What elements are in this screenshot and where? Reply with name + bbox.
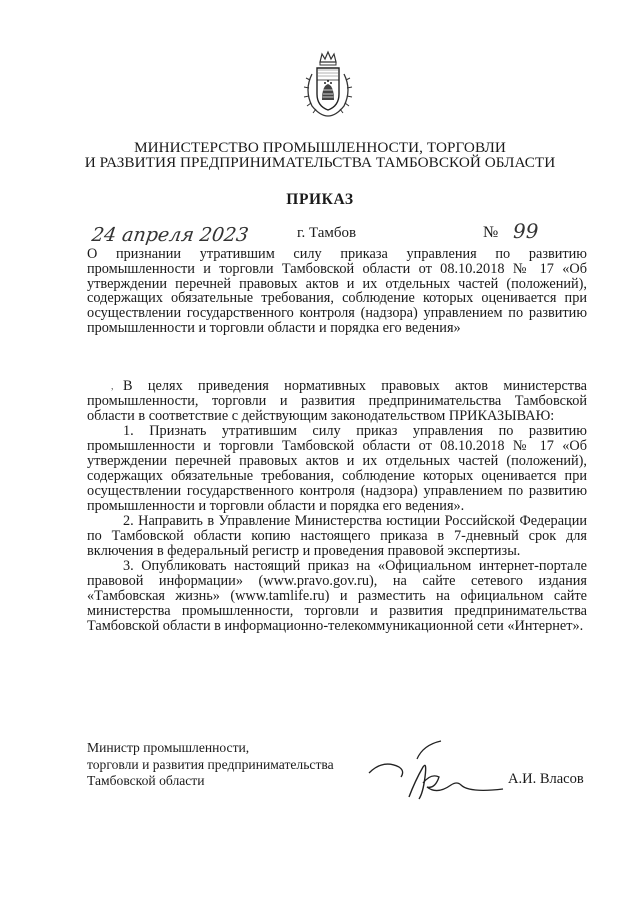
document-number-label: № <box>483 224 499 241</box>
signatory-position-line-3: Тамбовской области <box>87 773 205 788</box>
body-item-3: 3. Опубликовать настоящий приказ на «Официальном интернет-портале правовой информации» (www.pravo.gov.ru), на сайте сетевого издания «Тамбовская жизнь» (www.tamlife.ru) и разместить на официальном сайте министерства промышленности, торговли и развития предпринимательства Тамбовской области в информационно-телекоммуникационной сети «Интернет». <box>87 558 587 634</box>
handwritten-signature-icon <box>365 737 505 817</box>
handwritten-date: 24 апреля 2023 <box>90 224 250 246</box>
signatory-position-line-1: Министр промышленности, <box>87 740 250 755</box>
signatory-position-line-2: торговли и развития предпринимательства <box>87 756 334 772</box>
document-body <box>87 379 587 634</box>
document-subject: О признании утратившим силу приказа управления по развитию промышленности и торговли Тамбовской области от 08.10.2018 № 17 «Об утверждении перечней правовых актов и их отдельных частей (положений), содержащих обязательные требования, соблюдение которых оценивается при осуществлении государственного контроля (надзора) управлением по развитию промышленности и торговли области и порядка его ведения» <box>87 246 587 336</box>
organization-name-line-2: И РАЗВИТИЯ ПРЕДПРИНИМАТЕЛЬСТВА ТАМБОВСКОЙ ОБЛАСТИ <box>84 154 556 171</box>
document-city: г. Тамбов <box>297 225 357 241</box>
stray-mark: , <box>111 381 114 392</box>
coat-of-arms-icon <box>298 50 358 120</box>
body-item-2: 2. Направить в Управление Министерства юстиции Российской Федерации по Тамбовской области копию настоящего приказа в 7-дневный срок для включения в федеральный регистр и проведения правовой экспертизы. <box>87 513 587 559</box>
body-item-1: 1. Признать утратившим силу приказ управления по развитию промышленности и торговли Тамбовской области от 08.10.2018 № 17 «Об утверждении перечней правовых актов и их отдельных частей (положений), содержащих обязательные требования, соблюдение которых оценивается при осуществлении государственного контроля (надзора) управлением по развитию промышленности и торговли области и порядка его ведения». <box>87 423 587 514</box>
signatory-position <box>87 740 334 790</box>
signatory-name: А.И. Власов <box>508 771 584 787</box>
document-type-title: ПРИКАЗ <box>286 191 354 208</box>
body-intro-paragraph: В целях приведения нормативных правовых актов министерства промышленности, торговли и развития предпринимательства Тамбовской области в соответствие с действующим законодательством ПРИКАЗЫВАЮ: <box>87 378 587 424</box>
handwritten-document-number: 99 <box>513 219 539 243</box>
organization-name-line-1: МИНИСТЕРСТВО ПРОМЫШЛЕННОСТИ, ТОРГОВЛИ <box>134 139 506 156</box>
